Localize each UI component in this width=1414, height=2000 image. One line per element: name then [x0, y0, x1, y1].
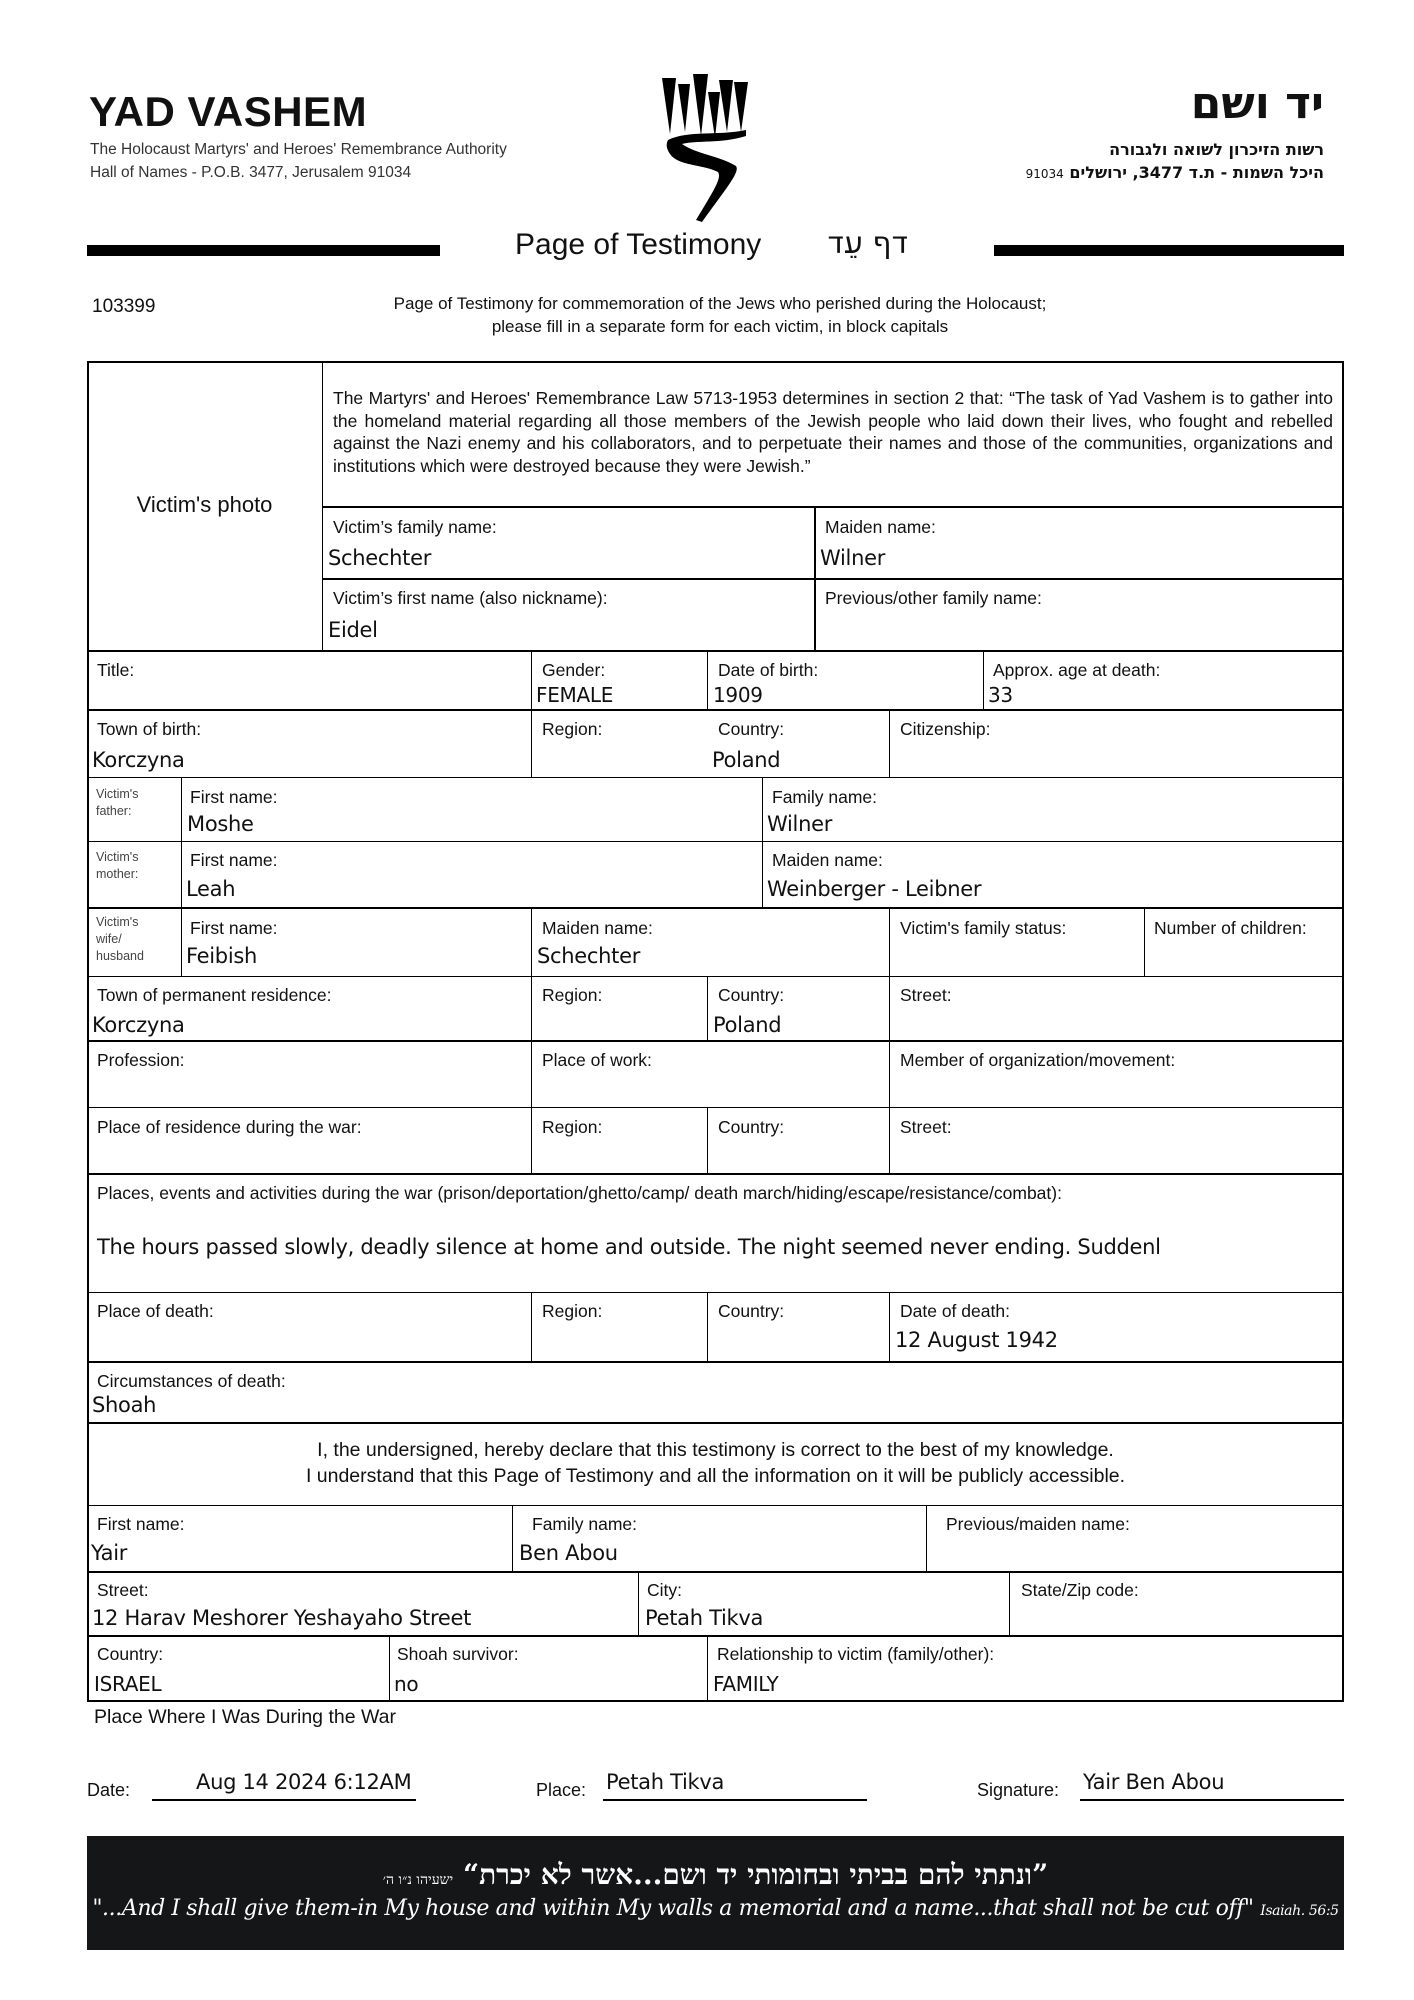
- divider: [87, 976, 1344, 977]
- date-of-death-field[interactable]: 12 August 1942: [895, 1328, 1058, 1352]
- submitter-country-label: Country:: [97, 1644, 164, 1664]
- verse-english-ref: Isaiah. 56:5: [1260, 1903, 1339, 1919]
- divider: [707, 1107, 708, 1173]
- divider: [87, 650, 1344, 652]
- place-field[interactable]: Petah Tikva: [606, 1770, 725, 1794]
- divider: [707, 1635, 708, 1701]
- war-street-label: Street:: [900, 1117, 952, 1137]
- profession-label: Profession:: [97, 1050, 185, 1070]
- submitter-first-name-label: First name:: [97, 1514, 185, 1534]
- town-of-birth-field[interactable]: Korczyna: [92, 748, 185, 772]
- date-of-birth-field[interactable]: 1909: [713, 683, 763, 707]
- death-region-label: Region:: [542, 1301, 603, 1321]
- instructions-line-2: please fill in a separate form for each victim, in block capitals: [491, 317, 949, 336]
- age-at-death-label: Approx. age at death:: [993, 660, 1161, 680]
- birth-region-label: Region:: [542, 719, 603, 739]
- divider: [87, 1173, 1344, 1175]
- divider: [707, 650, 708, 709]
- divider: [87, 1635, 1344, 1637]
- declaration-line-1: I, the undersigned, hereby declare that this testimony is correct to the best of my knowledge.: [317, 1439, 1114, 1461]
- war-place-note: Place Where I Was During the War: [94, 1706, 396, 1728]
- circumstances-label: Circumstances of death:: [97, 1371, 286, 1391]
- org-zip-he: 91034: [1025, 167, 1064, 181]
- spouse-first-name-label: First name:: [190, 918, 278, 938]
- divider: [87, 841, 1344, 842]
- circumstances-field[interactable]: Shoah: [92, 1393, 157, 1417]
- divider: [707, 1292, 708, 1361]
- gender-label: Gender:: [542, 660, 606, 680]
- org-address-he: היכל השמות - ת.ד 3477, ירושלים 91034: [1025, 163, 1324, 182]
- verse-hebrew: ”ונתתי להם בביתי ובחומותי יד ושם...אשר לא יכרת“ ישעיהו נ״ו ה׳: [382, 1858, 1049, 1891]
- mother-side-label: Victim's mother:: [96, 850, 139, 881]
- instructions-line-1: Page of Testimony for commemoration of the Jews who perished during the Holocaust;: [393, 294, 1047, 313]
- submitter-state-zip-label: State/Zip code:: [1021, 1580, 1139, 1600]
- divider: [889, 709, 890, 777]
- spouse-maiden-name-field[interactable]: Schechter: [537, 944, 641, 968]
- divider: [87, 1107, 1344, 1108]
- divider: [87, 1361, 1344, 1363]
- victim-first-name-field[interactable]: Eidel: [328, 618, 378, 642]
- submitter-city-field[interactable]: Petah Tikva: [645, 1606, 764, 1630]
- permanent-region-label: Region:: [542, 985, 603, 1005]
- divider: [322, 506, 1344, 508]
- divider: [926, 1505, 927, 1571]
- divider: [87, 1571, 1344, 1573]
- divider: [87, 709, 1344, 711]
- submitter-city-label: City:: [647, 1580, 682, 1600]
- submitter-country-field[interactable]: ISRAEL: [94, 1672, 162, 1696]
- place-label: Place:: [536, 1780, 587, 1800]
- divider: [889, 1292, 890, 1361]
- permanent-country-field[interactable]: Poland: [713, 1013, 782, 1037]
- date-field[interactable]: Aug 14 2024 6:12AM: [196, 1770, 412, 1794]
- instructions: [330, 292, 1110, 338]
- spouse-first-name-field[interactable]: Feibish: [186, 944, 258, 968]
- date-of-birth-label: Date of birth:: [718, 660, 819, 680]
- law-text: The Martyrs' and Heroes' Remembrance Law 5713-1953 determines in section 2 that: “The task of Yad Vashem is to gather into the homeland material regarding all those members of the Jewish people who laid down their lives, who fought and rebelled against the Nazi enemy and his collaborators, and to perpetuate their names and those of the communities, organizations and institutions which were destroyed because they were Jewish.”: [333, 388, 1333, 476]
- divider: [87, 1292, 1344, 1293]
- father-first-name-label: First name:: [190, 787, 278, 807]
- relationship-field[interactable]: FAMILY: [713, 1672, 779, 1696]
- permanent-town-field[interactable]: Korczyna: [92, 1013, 185, 1037]
- spouse-maiden-name-label: Maiden name:: [542, 918, 653, 938]
- shoah-survivor-field[interactable]: no: [394, 1672, 419, 1696]
- signature-label: Signature:: [977, 1780, 1060, 1800]
- organization-label: Member of organization/movement:: [900, 1050, 1176, 1070]
- divider: [87, 1040, 1344, 1042]
- maiden-name-label: Maiden name:: [825, 517, 936, 537]
- mother-maiden-name-field[interactable]: Weinberger - Leibner: [767, 877, 982, 901]
- father-family-name-field[interactable]: Wilner: [767, 812, 833, 836]
- divider: [181, 777, 182, 976]
- divider: [983, 650, 984, 709]
- date-underline: [152, 1799, 416, 1801]
- number-of-children-label: Number of children:: [1154, 918, 1307, 938]
- war-events-field[interactable]: The hours passed slowly, deadly silence at home and outside. The night seemed never ending. Suddenl: [97, 1235, 1161, 1259]
- town-of-birth-label: Town of birth:: [97, 719, 202, 739]
- org-name-he: יד ושם: [1190, 78, 1324, 129]
- divider: [87, 907, 1344, 909]
- org-name-en: YAD VASHEM: [89, 88, 368, 135]
- divider: [1009, 1571, 1010, 1635]
- divider: [1144, 907, 1145, 976]
- divider: [531, 650, 532, 778]
- form-title-he: דף עֵד: [827, 226, 908, 261]
- age-at-death-field[interactable]: 33: [988, 683, 1013, 707]
- permanent-town-label: Town of permanent residence:: [97, 985, 332, 1005]
- citizenship-label: Citizenship:: [900, 719, 991, 739]
- victim-family-name-field[interactable]: Schechter: [328, 546, 432, 570]
- death-country-label: Country:: [718, 1301, 785, 1321]
- menorah-logo-icon: [658, 74, 748, 222]
- divider: [87, 1505, 1344, 1506]
- family-status-label: Victim's family status:: [900, 918, 1067, 938]
- verse-english: "...And I shall give them-in My house and within My walls a memorial and a name...that shall not be cut off" Isaiah. 56:5: [92, 1896, 1339, 1921]
- divider: [87, 1422, 1344, 1424]
- divider: [707, 976, 708, 1041]
- victim-family-name-label: Victim’s family name:: [333, 517, 497, 537]
- verse-hebrew-ref: ישעיהו נ״ו ה׳: [382, 1872, 454, 1888]
- divider: [638, 1571, 639, 1635]
- submitter-street-field[interactable]: 12 Harav Meshorer Yeshayaho Street: [92, 1606, 472, 1630]
- birth-country-label: Country:: [718, 719, 785, 739]
- date-label: Date:: [87, 1780, 131, 1800]
- declaration-text: [87, 1437, 1344, 1489]
- father-family-name-label: Family name:: [772, 787, 878, 807]
- war-country-label: Country:: [718, 1117, 785, 1137]
- submitter-first-name-field[interactable]: Yair: [91, 1541, 128, 1565]
- record-number: 103399: [92, 296, 156, 317]
- father-first-name-field[interactable]: Moshe: [187, 812, 254, 836]
- place-underline: [603, 1799, 867, 1801]
- mother-first-name-label: First name:: [190, 850, 278, 870]
- signature-underline: [1080, 1799, 1344, 1801]
- permanent-country-label: Country:: [718, 985, 785, 1005]
- father-side-label: Victim's father:: [96, 787, 139, 818]
- submitter-street-label: Street:: [97, 1580, 149, 1600]
- war-residence-label: Place of residence during the war:: [97, 1117, 362, 1137]
- place-of-death-label: Place of death:: [97, 1301, 214, 1321]
- shoah-survivor-label: Shoah survivor:: [397, 1644, 519, 1664]
- org-subtitle-he: רשות הזיכרון לשואה ולגבורה: [1109, 140, 1324, 159]
- place-of-work-label: Place of work:: [542, 1050, 652, 1070]
- relationship-label: Relationship to victim (family/other):: [717, 1644, 995, 1664]
- spouse-side-label: Victim's wife/ husband: [96, 915, 144, 963]
- date-of-death-label: Date of death:: [900, 1301, 1010, 1321]
- divider: [512, 1505, 513, 1571]
- mother-first-name-field[interactable]: Leah: [186, 877, 236, 901]
- footer-verse-banner: [87, 1836, 1344, 1950]
- form-title-en: Page of Testimony: [515, 228, 762, 261]
- gender-field[interactable]: FEMALE: [536, 683, 614, 707]
- signature-field[interactable]: Yair Ben Abou: [1083, 1770, 1225, 1794]
- divider: [322, 578, 1344, 580]
- title-bar-left: [87, 245, 440, 256]
- divider: [531, 1292, 532, 1361]
- declaration-line-2: I understand that this Page of Testimony and all the information on it will be publicly accessible.: [305, 1465, 1126, 1487]
- previous-family-name-label: Previous/other family name:: [825, 588, 1042, 608]
- submitter-family-name-field[interactable]: Ben Abou: [519, 1541, 618, 1565]
- maiden-name-field[interactable]: Wilner: [820, 546, 886, 570]
- submitter-family-name-label: Family name:: [532, 1514, 638, 1534]
- org-subtitle-en: The Holocaust Martyrs' and Heroes' Remembrance Authority: [90, 141, 507, 158]
- war-region-label: Region:: [542, 1117, 603, 1137]
- title-bar-right: [994, 245, 1344, 256]
- birth-country-field[interactable]: Poland: [712, 748, 781, 772]
- divider: [762, 777, 763, 909]
- title-label: Title:: [97, 660, 135, 680]
- divider: [87, 777, 1344, 778]
- war-events-label: Places, events and activities during the war (prison/deportation/ghetto/camp/ death march/hiding/escape/resistance/combat):: [97, 1183, 1062, 1203]
- submitter-previous-name-label: Previous/maiden name:: [946, 1514, 1130, 1534]
- org-address-en: Hall of Names - P.O.B. 3477, Jerusalem 91034: [90, 164, 412, 181]
- divider: [389, 1635, 390, 1701]
- mother-maiden-name-label: Maiden name:: [772, 850, 883, 870]
- permanent-street-label: Street:: [900, 985, 952, 1005]
- victim-photo-placeholder[interactable]: Victim's photo: [136, 492, 273, 517]
- victim-first-name-label: Victim’s first name (also nickname):: [333, 588, 608, 608]
